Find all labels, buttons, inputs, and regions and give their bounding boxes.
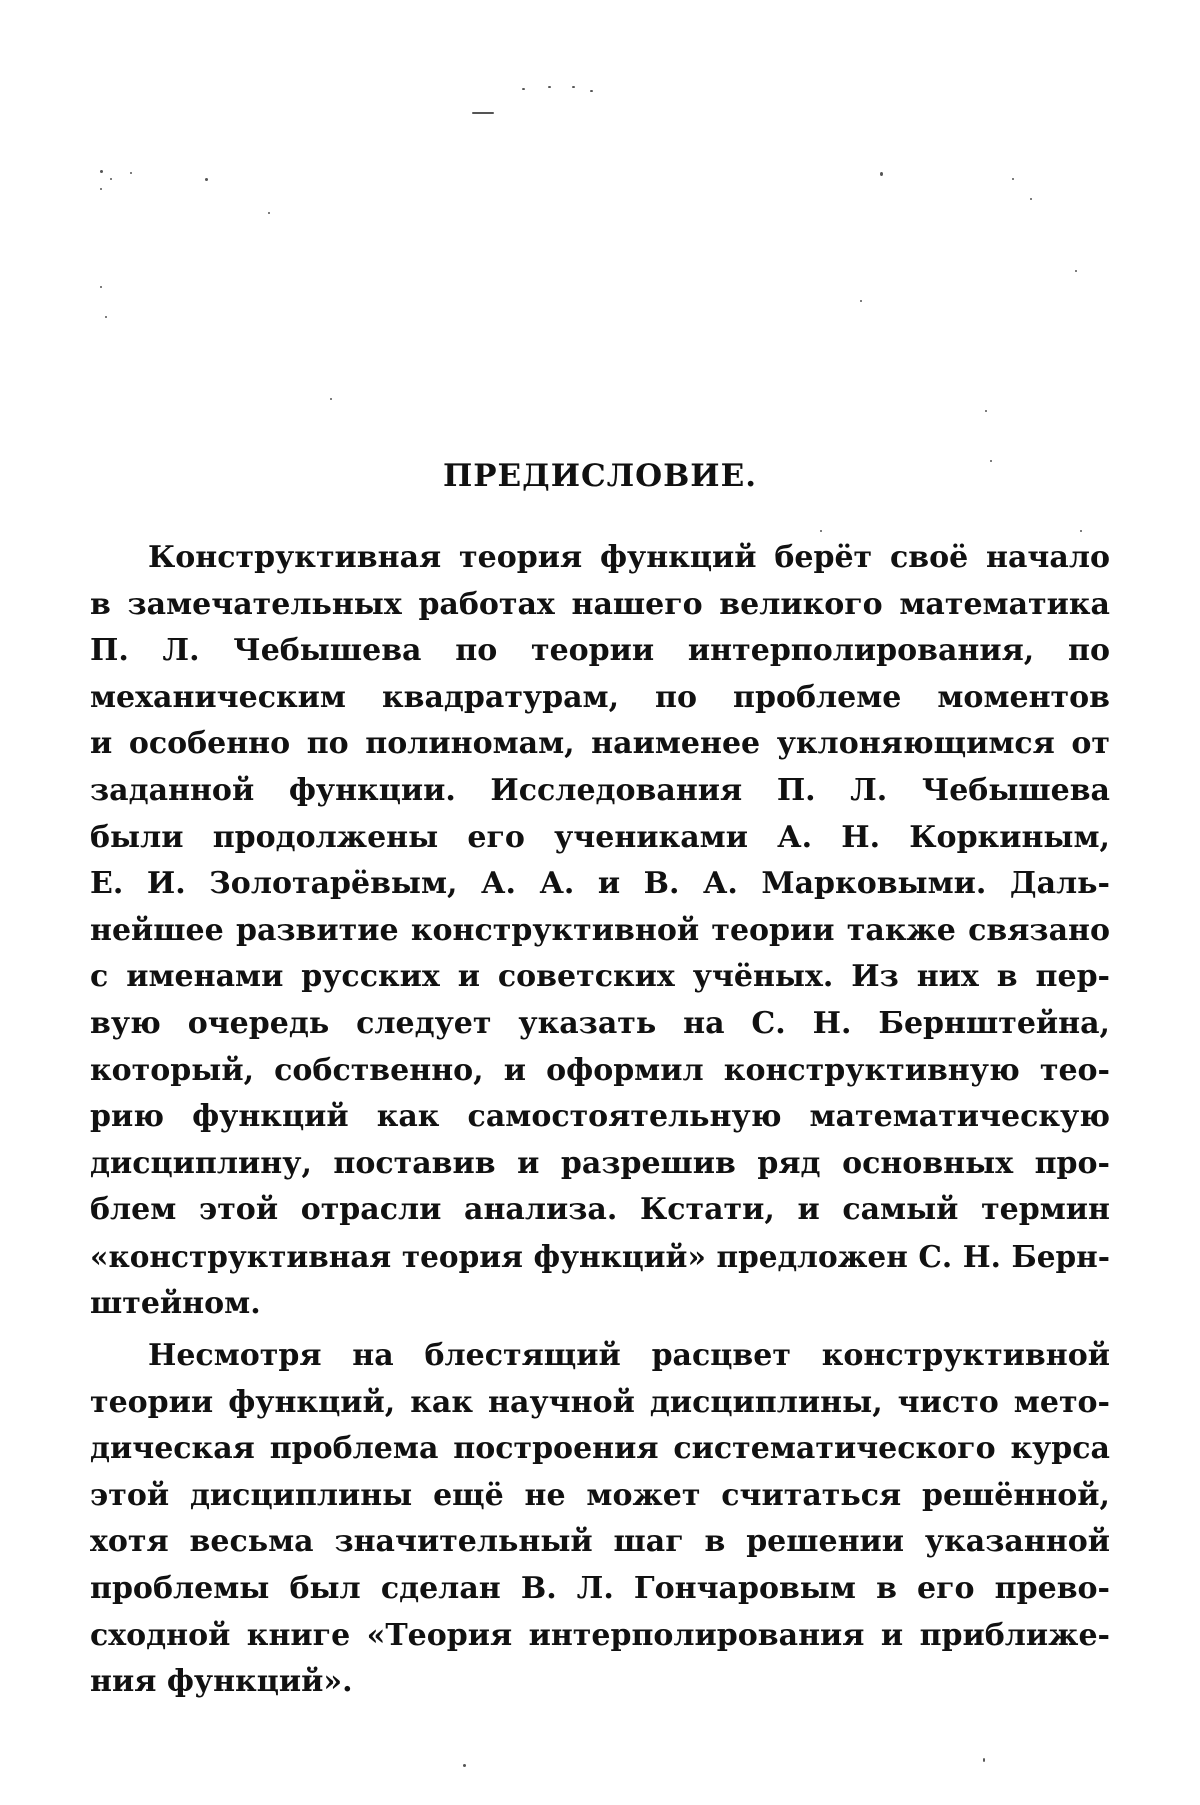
paragraph-1: [90, 535, 1110, 1327]
scan-speck: [1030, 198, 1032, 200]
text-line: «конструктивная теория функций» предложен С. Н. Берн-: [90, 1238, 1110, 1274]
scan-speck: [983, 1758, 985, 1762]
text-line: блем этой отрасли анализа. Кстати, и самый термин: [90, 1192, 1110, 1228]
text-line: ния функций».: [90, 1664, 353, 1700]
scan-speck: [860, 300, 862, 302]
scan-speck: [330, 398, 332, 400]
text-line: дисциплину, поставив и разрешив ряд основных про-: [90, 1145, 1110, 1181]
scan-speck: [985, 410, 987, 412]
scan-speck: [590, 90, 593, 92]
scan-speck: [1012, 178, 1014, 180]
page-title: ПРЕДИСЛОВИЕ.: [442, 458, 758, 494]
paragraph-2: [90, 1333, 1110, 1706]
scan-speck: [205, 178, 208, 181]
body-text: [90, 535, 1110, 1712]
scan-speck: [100, 188, 102, 190]
text-line: вую очередь следует указать на С. Н. Бернштейна,: [90, 1005, 1110, 1041]
text-line: сходной книге «Теория интерполирования и приближе-: [90, 1617, 1110, 1653]
scan-speck: [820, 530, 822, 532]
text-line: Несмотря на блестящий расцвет конструктивной: [148, 1338, 1110, 1374]
text-line: П. Л. Чебышева по теории интерполирования, по: [90, 633, 1110, 669]
text-line: Конструктивная теория функций берёт своё начало: [148, 540, 1110, 575]
text-line: проблемы был сделан В. Л. Гончаровым в его прево-: [90, 1571, 1110, 1607]
scan-speck: [100, 286, 102, 288]
scan-speck: [1080, 530, 1082, 532]
text-line: с именами русских и советских учёных. Из них в пер-: [90, 959, 1110, 995]
text-line: теории функций, как научной дисциплины, чисто мето-: [90, 1384, 1110, 1420]
text-line: штейном.: [90, 1285, 261, 1321]
text-line: Е. И. Золотарёвым, А. А. и В. А. Марковыми. Даль-: [90, 866, 1110, 902]
scan-speck: [1075, 270, 1077, 272]
text-line: хотя весьма значительный шаг в решении указанной: [90, 1524, 1110, 1560]
scan-speck: [100, 170, 103, 173]
scan-speck: [472, 112, 494, 114]
scan-speck: [522, 88, 525, 90]
text-line: который, собственно, и оформил конструктивную тео-: [90, 1052, 1110, 1088]
text-line: заданной функции. Исследования П. Л. Чебышева: [90, 772, 1110, 808]
text-line: рию функций как самостоятельную математическую: [90, 1099, 1110, 1135]
scan-speck: [880, 172, 883, 176]
scan-speck: [572, 86, 575, 88]
text-line: дическая проблема построения систематического курса: [90, 1431, 1110, 1467]
scan-speck: [548, 86, 551, 88]
text-line: механическим квадратурам, по проблеме моментов: [90, 679, 1110, 715]
scan-speck: [463, 1764, 466, 1767]
scan-speck: [110, 178, 112, 180]
text-line: нейшее развитие конструктивной теории также связано: [90, 912, 1110, 948]
text-line: этой дисциплины ещё не может считаться решённой,: [90, 1477, 1110, 1513]
scan-speck: [268, 212, 270, 214]
scan-speck: [130, 172, 132, 174]
scan-speck: [105, 316, 107, 318]
text-line: и особенно по полиномам, наименее уклоняющимся от: [90, 726, 1110, 762]
text-line: в замечательных работах нашего великого математика: [90, 586, 1110, 622]
text-line: были продолжены его учениками А. Н. Коркиным,: [90, 819, 1110, 855]
